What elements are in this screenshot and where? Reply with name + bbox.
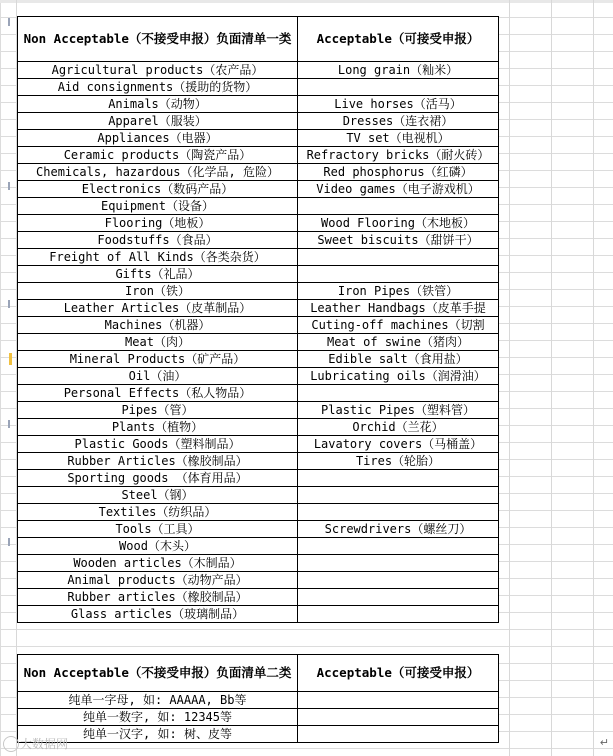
cell-acceptable[interactable]: [298, 266, 499, 283]
cell-acceptable[interactable]: Iron Pipes（铁管）: [298, 283, 499, 300]
table-row: [18, 589, 499, 606]
cell-acceptable[interactable]: [298, 555, 499, 572]
cell-acceptable[interactable]: Edible salt（食用盐）: [298, 351, 499, 368]
table-row: [18, 147, 499, 164]
cell-acceptable[interactable]: [298, 692, 499, 709]
cell-non-acceptable[interactable]: 纯单一数字, 如: 12345等: [18, 709, 298, 726]
cell-acceptable[interactable]: Live horses（活马）: [298, 96, 499, 113]
negative-list-table-class-2: [17, 654, 499, 743]
cell-acceptable[interactable]: Dresses（连衣裙）: [298, 113, 499, 130]
left-margin-mark: [8, 538, 10, 546]
table-row: [18, 62, 499, 79]
cell-non-acceptable[interactable]: Plants（植物）: [18, 419, 298, 436]
cell-acceptable[interactable]: [298, 606, 499, 623]
cell-non-acceptable[interactable]: Personal Effects（私人物品）: [18, 385, 298, 402]
paragraph-mark: ↵: [599, 736, 609, 749]
cell-non-acceptable[interactable]: 纯单一汉字, 如: 树、皮等: [18, 726, 298, 743]
table-row: [18, 606, 499, 623]
table-row: [18, 521, 499, 538]
table-row: [18, 487, 499, 504]
table-row: [18, 249, 499, 266]
cell-non-acceptable[interactable]: Chemicals, hazardous（化学品, 危险）: [18, 164, 298, 181]
cell-non-acceptable[interactable]: Freight of All Kinds（各类杂货）: [18, 249, 298, 266]
cell-acceptable[interactable]: [298, 487, 499, 504]
cell-non-acceptable[interactable]: Pipes（管）: [18, 402, 298, 419]
cell-non-acceptable[interactable]: Sporting goods （体育用品）: [18, 470, 298, 487]
header-non-acceptable[interactable]: Non Acceptable（不接受申报）负面清单一类: [18, 17, 298, 62]
cell-acceptable[interactable]: [298, 538, 499, 555]
selected-row-marker: [9, 353, 12, 365]
cell-non-acceptable[interactable]: Agricultural products（农产品）: [18, 62, 298, 79]
cell-acceptable[interactable]: Lubricating oils（润滑油）: [298, 368, 499, 385]
cell-non-acceptable[interactable]: Flooring（地板）: [18, 215, 298, 232]
table-row: [18, 130, 499, 147]
table-row: [18, 164, 499, 181]
table-row: [18, 113, 499, 130]
cell-acceptable[interactable]: [298, 385, 499, 402]
table-row: [18, 385, 499, 402]
table-row: [18, 266, 499, 283]
cell-non-acceptable[interactable]: Gifts（礼品）: [18, 266, 298, 283]
cell-acceptable[interactable]: Refractory bricks（耐火砖）: [298, 147, 499, 164]
cell-non-acceptable[interactable]: Animals（动物）: [18, 96, 298, 113]
table-row: [18, 300, 499, 317]
cell-acceptable[interactable]: [298, 589, 499, 606]
cell-acceptable[interactable]: Meat of swine（猪肉）: [298, 334, 499, 351]
cell-acceptable[interactable]: Cuting-off machines（切割: [298, 317, 499, 334]
cell-non-acceptable[interactable]: Rubber articles（橡胶制品）: [18, 589, 298, 606]
cell-non-acceptable[interactable]: Plastic Goods（塑料制品）: [18, 436, 298, 453]
header-acceptable[interactable]: Acceptable（可接受申报）: [298, 655, 499, 692]
cell-acceptable[interactable]: Long grain（籼米）: [298, 62, 499, 79]
table-row: [18, 79, 499, 96]
table-row: [18, 181, 499, 198]
cell-acceptable[interactable]: [298, 572, 499, 589]
left-margin-mark: [8, 18, 10, 26]
cell-acceptable[interactable]: [298, 198, 499, 215]
left-margin-mark: [8, 300, 10, 308]
watermark-logo-icon: [3, 736, 19, 752]
table-row: [18, 692, 499, 709]
cell-non-acceptable[interactable]: Meat（肉）: [18, 334, 298, 351]
cell-acceptable[interactable]: Video games（电子游戏机）: [298, 181, 499, 198]
cell-non-acceptable[interactable]: Aid consignments（援助的货物）: [18, 79, 298, 96]
table-row: [18, 470, 499, 487]
cell-non-acceptable[interactable]: Oil（油）: [18, 368, 298, 385]
left-margin-mark: [8, 420, 10, 428]
table-row: [18, 726, 499, 743]
cell-acceptable[interactable]: Plastic Pipes（塑料管）: [298, 402, 499, 419]
table-row: [18, 198, 499, 215]
table-row: [18, 504, 499, 521]
cell-non-acceptable[interactable]: Rubber Articles（橡胶制品）: [18, 453, 298, 470]
cell-non-acceptable[interactable]: Glass articles（玻璃制品）: [18, 606, 298, 623]
cell-non-acceptable[interactable]: Tools（工具）: [18, 521, 298, 538]
grid-column-line: [551, 0, 552, 756]
cell-acceptable[interactable]: [298, 504, 499, 521]
cell-non-acceptable[interactable]: Iron（铁）: [18, 283, 298, 300]
cell-non-acceptable[interactable]: Apparel（服装）: [18, 113, 298, 130]
table-row: [18, 402, 499, 419]
cell-non-acceptable[interactable]: Ceramic products（陶瓷产品）: [18, 147, 298, 164]
table-row: [18, 368, 499, 385]
cell-non-acceptable[interactable]: Machines（机器）: [18, 317, 298, 334]
cell-non-acceptable[interactable]: Electronics（数码产品）: [18, 181, 298, 198]
grid-column-line: [509, 0, 510, 756]
table-row: [18, 419, 499, 436]
cell-acceptable[interactable]: [298, 79, 499, 96]
table-row: [18, 453, 499, 470]
cell-acceptable[interactable]: Tires（轮胎）: [298, 453, 499, 470]
top-border: [0, 0, 613, 3]
cell-acceptable[interactable]: [298, 726, 499, 743]
cell-acceptable[interactable]: Screwdrivers（螺丝刀）: [298, 521, 499, 538]
cell-acceptable[interactable]: Orchid（兰花）: [298, 419, 499, 436]
cell-non-acceptable[interactable]: Wood（木头）: [18, 538, 298, 555]
cell-non-acceptable[interactable]: Steel（钢）: [18, 487, 298, 504]
cell-acceptable[interactable]: [298, 470, 499, 487]
cell-acceptable[interactable]: Red phosphorus（红磷）: [298, 164, 499, 181]
cell-acceptable[interactable]: Wood Flooring（木地板）: [298, 215, 499, 232]
watermark-text: 大数据网: [20, 737, 69, 751]
table-row: [18, 334, 499, 351]
cell-non-acceptable[interactable]: Animal products（动物产品）: [18, 572, 298, 589]
table-row: [18, 572, 499, 589]
header-acceptable[interactable]: Acceptable（可接受申报）: [298, 17, 499, 62]
table-row: [18, 351, 499, 368]
cell-acceptable[interactable]: [298, 709, 499, 726]
cell-non-acceptable[interactable]: Mineral Products（矿产品）: [18, 351, 298, 368]
cell-acceptable[interactable]: [298, 249, 499, 266]
table-row: [18, 215, 499, 232]
table-row: [18, 232, 499, 249]
table-row: [18, 709, 499, 726]
grid-column-line: [593, 0, 594, 756]
negative-list-table-class-1: [17, 16, 499, 623]
cell-non-acceptable[interactable]: Equipment（设备）: [18, 198, 298, 215]
cell-acceptable[interactable]: Leather Handbags（皮革手提: [298, 300, 499, 317]
table-row: [18, 96, 499, 113]
table-row: [18, 317, 499, 334]
cell-non-acceptable[interactable]: Wooden articles（木制品）: [18, 555, 298, 572]
left-margin-mark: [8, 182, 10, 190]
cell-non-acceptable[interactable]: Foodstuffs（食品）: [18, 232, 298, 249]
table-row: [18, 283, 499, 300]
cell-non-acceptable[interactable]: Appliances（电器）: [18, 130, 298, 147]
cell-acceptable[interactable]: Sweet biscuits（甜饼干）: [298, 232, 499, 249]
header-non-acceptable[interactable]: Non Acceptable（不接受申报）负面清单二类: [18, 655, 298, 692]
cell-acceptable[interactable]: Lavatory covers（马桶盖）: [298, 436, 499, 453]
cell-non-acceptable[interactable]: Textiles（纺织品）: [18, 504, 298, 521]
cell-non-acceptable[interactable]: Leather Articles（皮革制品）: [18, 300, 298, 317]
table-header-row: [18, 17, 499, 62]
cell-acceptable[interactable]: TV set（电视机）: [298, 130, 499, 147]
table-row: [18, 555, 499, 572]
table-row: [18, 436, 499, 453]
table-header-row: [18, 655, 499, 692]
cell-non-acceptable[interactable]: 纯单一字母, 如: AAAAA, Bb等: [18, 692, 298, 709]
table-row: [18, 538, 499, 555]
